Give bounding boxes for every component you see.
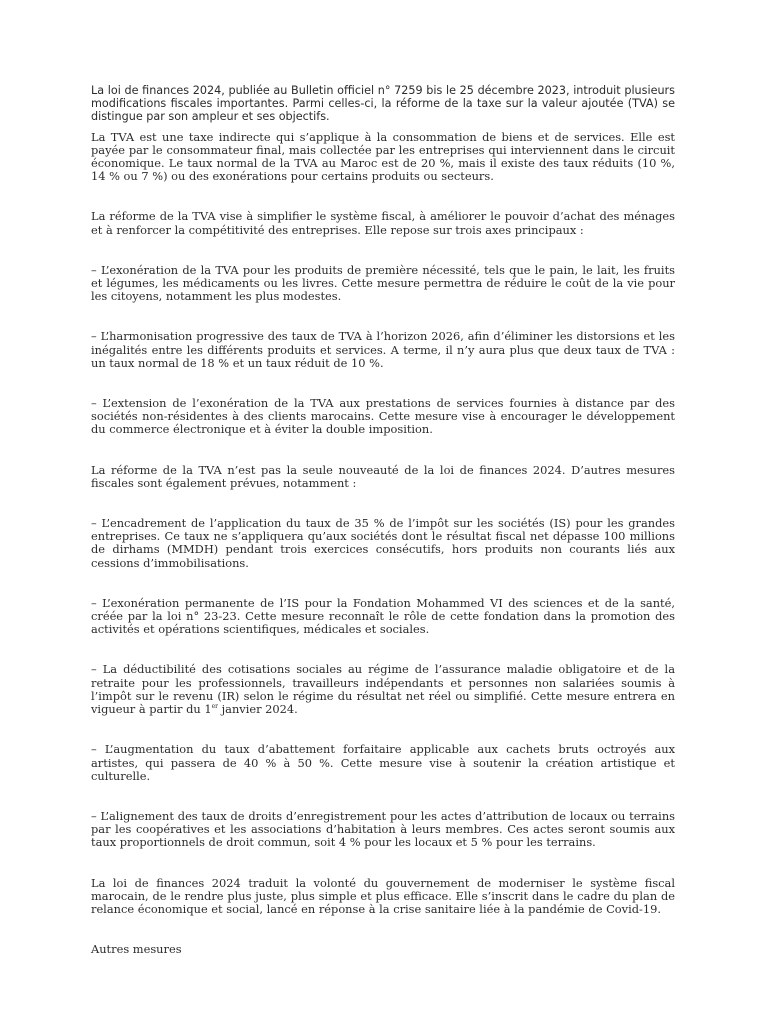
measure-abattement-paragraph: – L’augmentation du taux d’abattement forfaitaire applicable aux cachets bruts octroyés aux artistes, qui passera de 40 % à 50 %. Cette mesure vise à soutenir la création artistique et culturelle. [91, 742, 675, 783]
deductibility-tail: janvier 2024. [218, 702, 298, 717]
measure-is-rate-paragraph: – L’encadrement de l’application du taux de 35 % de l’impôt sur les sociétés (IS) pour les grandes entreprises. Ce taux ne s’appliquera qu’aux sociétés dont le résultat fiscal net dépasse 100 millions de dirhams (MMDH) pendant trois exercices consécutifs, hors produits non courants liés aux cessions d’immobilisations. [91, 516, 675, 570]
axis-extension-paragraph: – L’extension de l’exonération de la TVA aux prestations de services fournies à distance par des sociétés non-résidentes à des clients marocains. Cette mesure vise à encourager le développement du commerce électronique et à éviter la double imposition. [91, 396, 675, 437]
intro-paragraph: La loi de finances 2024, publiée au Bulletin officiel n° 7259 bis le 25 décembre 2023, introduit plusieurs modifications fiscales importantes. Parmi celles-ci, la réforme de la taxe sur la valeur ajoutée (TVA) se distingue par son ampleur et ses objectifs. [91, 84, 675, 124]
measure-deductibility-paragraph [91, 663, 675, 716]
other-measures-intro-paragraph: La réforme de la TVA n’est pas la seule nouveauté de la loi de finances 2024. D’autres mesures fiscales sont également prévues, notamment : [91, 462, 675, 490]
axis-harmonisation-paragraph: – L’harmonisation progressive des taux de TVA à l’horizon 2026, afin d’éliminer les distorsions et les inégalités entre les différents produits et services. A terme, il n’y aura plus que deux taux de TVA : un taux normal de 18 % et un taux réduit de 10 %. [91, 329, 675, 370]
document-page [91, 84, 675, 983]
measure-foundation-paragraph: – L’exonération permanente de l’IS pour la Fondation Mohammed VI des sciences et de la santé, créée par la loi n° 23-23. Cette mesure reconnaît le rôle de cette fondation dans la promotion des activités et opérations scientifiques, médicales et sociales. [91, 595, 675, 637]
deductibility-superscript: er [211, 703, 218, 711]
deductibility-text: – La déductibilité des cotisations sociales au régime de l’assurance maladie obligatoire et de la retraite pour les professionnels, travailleurs indépendants et personnes non salariées soumis à l’impôt sur le revenu (IR) selon le régime du résultat net réel ou simplifié. Cette mesure entrera en vigueur à partir du 1 [91, 662, 675, 717]
tva-definition-paragraph: La TVA est une taxe indirecte qui s’applique à la consommation de biens et de services. Elle est payée par le consommateur final, mais collectée par les entreprises qui interviennent dans le circuit économique. Le taux normal de la TVA au Maroc est de 20 %, mais il existe des taux réduits (10 %, 14 % ou 7 %) ou des exonérations pour certains produits ou secteurs. [91, 129, 675, 184]
axis-exoneration-paragraph: – L’exonération de la TVA pour les produits de première nécessité, tels que le pain, le lait, les fruits et légumes, les médicaments ou les livres. Cette mesure permettra de réduire le coût de la vie pour les citoyens, notamment les plus modestes. [91, 262, 675, 304]
autres-mesures-heading: Autres mesures [91, 942, 182, 957]
reform-goals-paragraph: La réforme de la TVA vise à simplifier le système fiscal, à améliorer le pouvoir d’achat des ménages et à renforcer la compétitivité des entreprises. Elle repose sur trois axes principaux : [91, 209, 675, 237]
measure-registration-paragraph: – L’alignement des taux de droits d’enregistrement pour les actes d’attribution de locaux ou terrains par les coopératives et les associations d’habitation à leurs membres. Ces actes seront soumis aux taux proportionnels de droit commun, soit 4 % pour les locaux et 5 % pour les terrains. [91, 808, 675, 850]
conclusion-paragraph: La loi de finances 2024 traduit la volonté du gouvernement de moderniser le système fiscal marocain, de le rendre plus juste, plus simple et plus efficace. Elle s’inscrit dans le cadre du plan de relance économique et social, lancé en réponse à la crise sanitaire liée à la pandémie de Covid-19. [91, 875, 675, 916]
